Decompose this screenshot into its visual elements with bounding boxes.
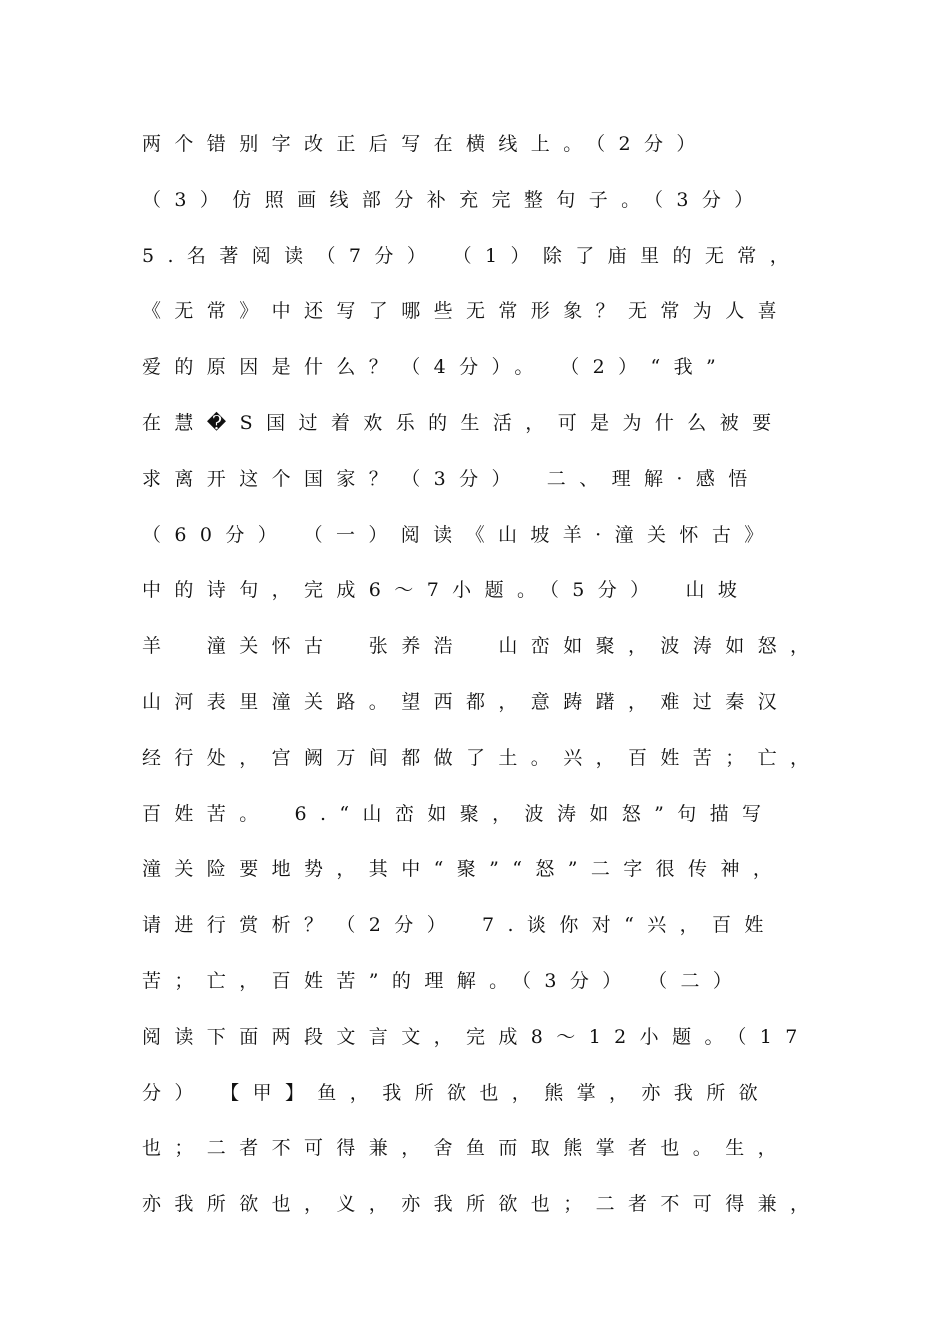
text-line: 爱的原因是什么？（4分）。 （2）“我” bbox=[142, 356, 730, 379]
text-line: 羊 潼关怀古 张养浩 山峦如聚，波涛如怒， bbox=[142, 635, 823, 658]
text-line: 阅读下面两段文言文，完成8～12小题。（17 bbox=[142, 1025, 811, 1048]
text-line: 中的诗句，完成6～7小题。（5分） 山坡 bbox=[142, 579, 751, 602]
text-line: 《无常》中还写了哪些无常形象？无常为人喜 bbox=[142, 300, 791, 323]
text-line: 分） 【甲】鱼，我所欲也，熊掌，亦我所欲 bbox=[142, 1081, 772, 1104]
text-line: 也；二者不可得兼，舍鱼而取熊掌者也。生， bbox=[142, 1137, 791, 1160]
document-body bbox=[142, 126, 842, 1242]
text-line: 求离开这个国家？（3分） 二、理解·感悟 bbox=[142, 467, 761, 490]
text-line: 在慧�S国过着欢乐的生活，可是为什么被要 bbox=[142, 411, 785, 434]
text-line: 5.名著阅读（7分） （1）除了庙里的无常， bbox=[142, 244, 803, 267]
text-line: 经行处，宫阙万间都做了土。兴，百姓苦；亡， bbox=[142, 746, 823, 769]
text-line: 两个错别字改正后写在横线上。（2分） bbox=[142, 133, 709, 155]
text-line: 潼关险要地势，其中“聚”“怒”二字很传神， bbox=[142, 858, 786, 881]
text-line: 百姓苦。 6.“山峦如聚，波涛如怒”句描写 bbox=[142, 802, 775, 825]
text-line: 苦；亡，百姓苦”的理解。（3分） （二） bbox=[142, 969, 746, 992]
text-line: （3）仿照画线部分补充完整句子。（3分） bbox=[142, 188, 767, 211]
text-line: 亦我所欲也，义，亦我所欲也；二者不可得兼， bbox=[142, 1193, 823, 1216]
text-line: 山河表里潼关路。望西都，意踌躇，难过秦汉 bbox=[142, 690, 791, 713]
text-line: （60分） （一）阅读《山坡羊·潼关怀古》 bbox=[142, 523, 777, 546]
text-line: 请进行赏析？（2分） 7.谈你对“兴，百姓 bbox=[142, 914, 777, 937]
